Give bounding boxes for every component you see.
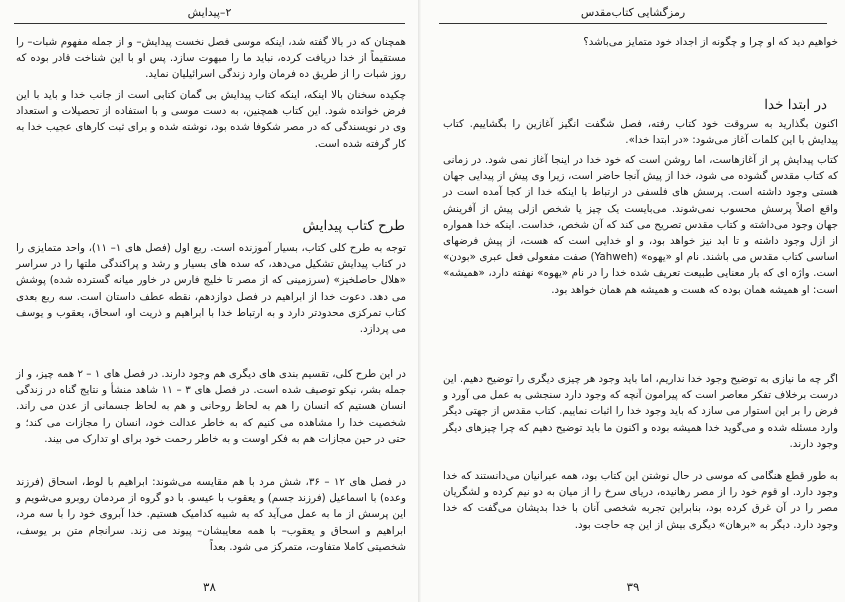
right-section-heading: در ابتدا خدا bbox=[764, 97, 827, 113]
right-page-number: ۳۹ bbox=[626, 580, 640, 594]
right-head-rule bbox=[439, 23, 827, 24]
right-para-1 bbox=[443, 116, 838, 148]
left-para-2 bbox=[16, 87, 406, 152]
right-page bbox=[421, 0, 845, 602]
left-running-head: ۲–پیدایش bbox=[187, 6, 232, 19]
left-para-4-text: در این طرح کلی، تقسیم بندی های دیگری هم وجود دارند. در فصل های ۱ – ۲ همه چیز، و از جمله بشر، نیکو توصیف شده است. در فصل های ۳ – ۱۱ شاهد منشأ و نتایج گناه در زندگی انسان هستیم که انسان را هم به لحاظ روحانی و هم به لحاظ جسمانی از عدن می راند. شخصیت خدا را مشاهده می کنیم که به خاطر عدالت خود، انسان را مجازات می کند؛ و حتی در حین مجازات هم به فکر اوست و به خاطر رحمت خود برای او تدارک می بیند. bbox=[16, 368, 406, 445]
right-para-1-text: اکنون بگذارید به سروقت خود کتاب رفته، فصل شگفت انگیز آغازین را بگشاییم. کتاب پیدایش با این کلمات آغاز می‌شود: «در ابتدا خدا». bbox=[443, 118, 838, 147]
left-para-4 bbox=[16, 366, 406, 447]
right-running-head: رمزگشایی کتاب‌مقدس bbox=[580, 6, 686, 19]
left-page-number: ۳۸ bbox=[203, 580, 216, 594]
right-intro-text: خواهیم دید که او چرا و چگونه از اجداد خود متمایز می‌باشد؟ bbox=[583, 36, 838, 48]
right-para-3-text: اگر چه ما نیازی به توضیح وجود خدا نداریم، اما باید وجود هر چیزی دیگری را توضیح دهیم. این درست برخلاف تفکر معاصر است که پیرامون آنچه که وجود دارد سنجشی به عمل می آورد و فرض را بر این استوار می سازد که باید وجود خدا را اثبات نماییم. کتاب مقدس از جهتی دیگر وارد مسئله شده و می‌گوید خدا همیشه بوده و اکنون ما باید توضیح دهیم که چرا چیزهای دیگر وجود دارند. bbox=[443, 373, 838, 450]
right-para-4-text: به طور قطع هنگامی که موسی در حال نوشتن این کتاب بود، همه عبرانیان می‌دانستند که خدا وجود دارد. او قوم خود را از مصر رهانیده، دریای سرخ را از میان به دو نیم کرده و لشگریان مصر را در آن غرق کرده بود، بنابراین تجربه شخصی آنان با خدا بدیشان می‌گفت که خدا وجود دارد. دیگر به «برهان» دیگری بیش از این چه حاجت بود. bbox=[443, 470, 838, 531]
left-para-1-text: همچنان که در بالا گفته شد، اینکه موسی فصل نخست پیدایش– و از جمله مفهوم شبات– را مستقیماً از خدا دریافت کرده، نباید ما را مبهوت سازد. پس او با این شناخت قادر بوده که روز شبات را از طریق ده فرمان وارد زندگی اسرائیلیان نماید. bbox=[16, 36, 406, 81]
left-section-heading: طرح کتاب پیدایش bbox=[302, 218, 405, 234]
right-intro bbox=[443, 34, 838, 50]
left-para-2-text: چکیده سخنان بالا اینکه، اینکه کتاب پیدایش بی گمان کتابی است از جانب خدا و باید با این فرض خوانده شود. این کتاب همچنین، به دست موسی و با استفاده از تحصیلات و استعداد وی در نویسندگی که در مصر شکوفا شده بود، نوشته شده و برای ثبت کارهای عجیب خدا به کار گرفته شده است. bbox=[16, 89, 406, 150]
left-para-5-text: در فصل های ۱۲ – ۳۶، شش مرد با هم مقایسه می‌شوند: ابراهیم با لوط، اسحاق (فرزند وعده) با اسماعیل (فرزند جسم) و یعقوب با عیسو. با دو گروه از مردمان روبرو می‌شویم و این پرسش از ما به عمل می‌آید که به شبیه کدامیک هستیم. خدا آبروی خود را با سه مرد، ابراهیم و اسحاق و یعقوب– با همه معایبشان– پیوند می زند. سرانجام متن بر یوسف، شخصیتی کاملا متفاوت، متمرکز می شود. بعداً bbox=[16, 476, 406, 553]
left-para-1 bbox=[16, 34, 406, 83]
left-head-rule bbox=[14, 23, 405, 24]
left-para-3-text: توجه به طرح کلی کتاب، بسیار آموزنده است. ربع اول (فصل های ۱– ۱۱)، واحد متمایزی را در کتاب پیدایش تشکیل می‌دهد، که سده های بسیار و رشد و پراکندگی ملتها را در سراسر «هلال حاصلخیز» (سرزمینی که از مصر تا خلیج فارس در خاور میانه گسترده شده) پوشش می دهد. دعوت خدا از ابراهیم در فصل دوازدهم، نقطه عطف داستان است. سه ربع بعدی کتاب تمرکزی محدودتر دارد و به ارتباط خدا با ابراهیم و ذریت او، اسحاق، یعقوب و یوسف می پردازد. bbox=[16, 242, 407, 336]
left-para-5 bbox=[16, 474, 406, 555]
right-para-2-text: کتاب پیدایش پر از آغازهاست، اما روشن است که خود خدا در اینجا آغاز نمی شود. در زمانی که کتاب مقدس گشوده می شود، خدا از پیش آنجا حاضر است، زیرا وی پیش از پیدایی جهان هستی وجود داشته است. پرسش های فلسفی در ارتباط با اینکه خدا از کجا آمده است در واقع اصلاً پرسش محسوب نمی‌شوند. می‌بایست یک چیز یا شخص ازلی پیش از آفرینش جهان وجود می‌داشته و کتاب مقدس تصریح می کند که آن شخص، خداست. اینکه خدا همواره از ازل وجود داشته و تا ابد نیز خواهد بود، و او خدایی است که هست، از پیش فرضهای اساسی کتاب مقدس می باشند. نام او «یهوه» (Yahweh) صفت مفعولی فعل عبری «بودن» است. واژه ای که بار معنایی طبیعت تعریف شده خدا را در نام «یهوه» نهفته دارد، «همیشه» است: او همیشه همان بوده که هست و همیشه هم همان خواهد بود. bbox=[443, 154, 838, 296]
left-page bbox=[0, 0, 420, 602]
right-para-2 bbox=[443, 152, 838, 298]
left-para-3 bbox=[16, 240, 406, 337]
right-para-3 bbox=[443, 371, 838, 452]
right-para-4 bbox=[443, 468, 838, 533]
